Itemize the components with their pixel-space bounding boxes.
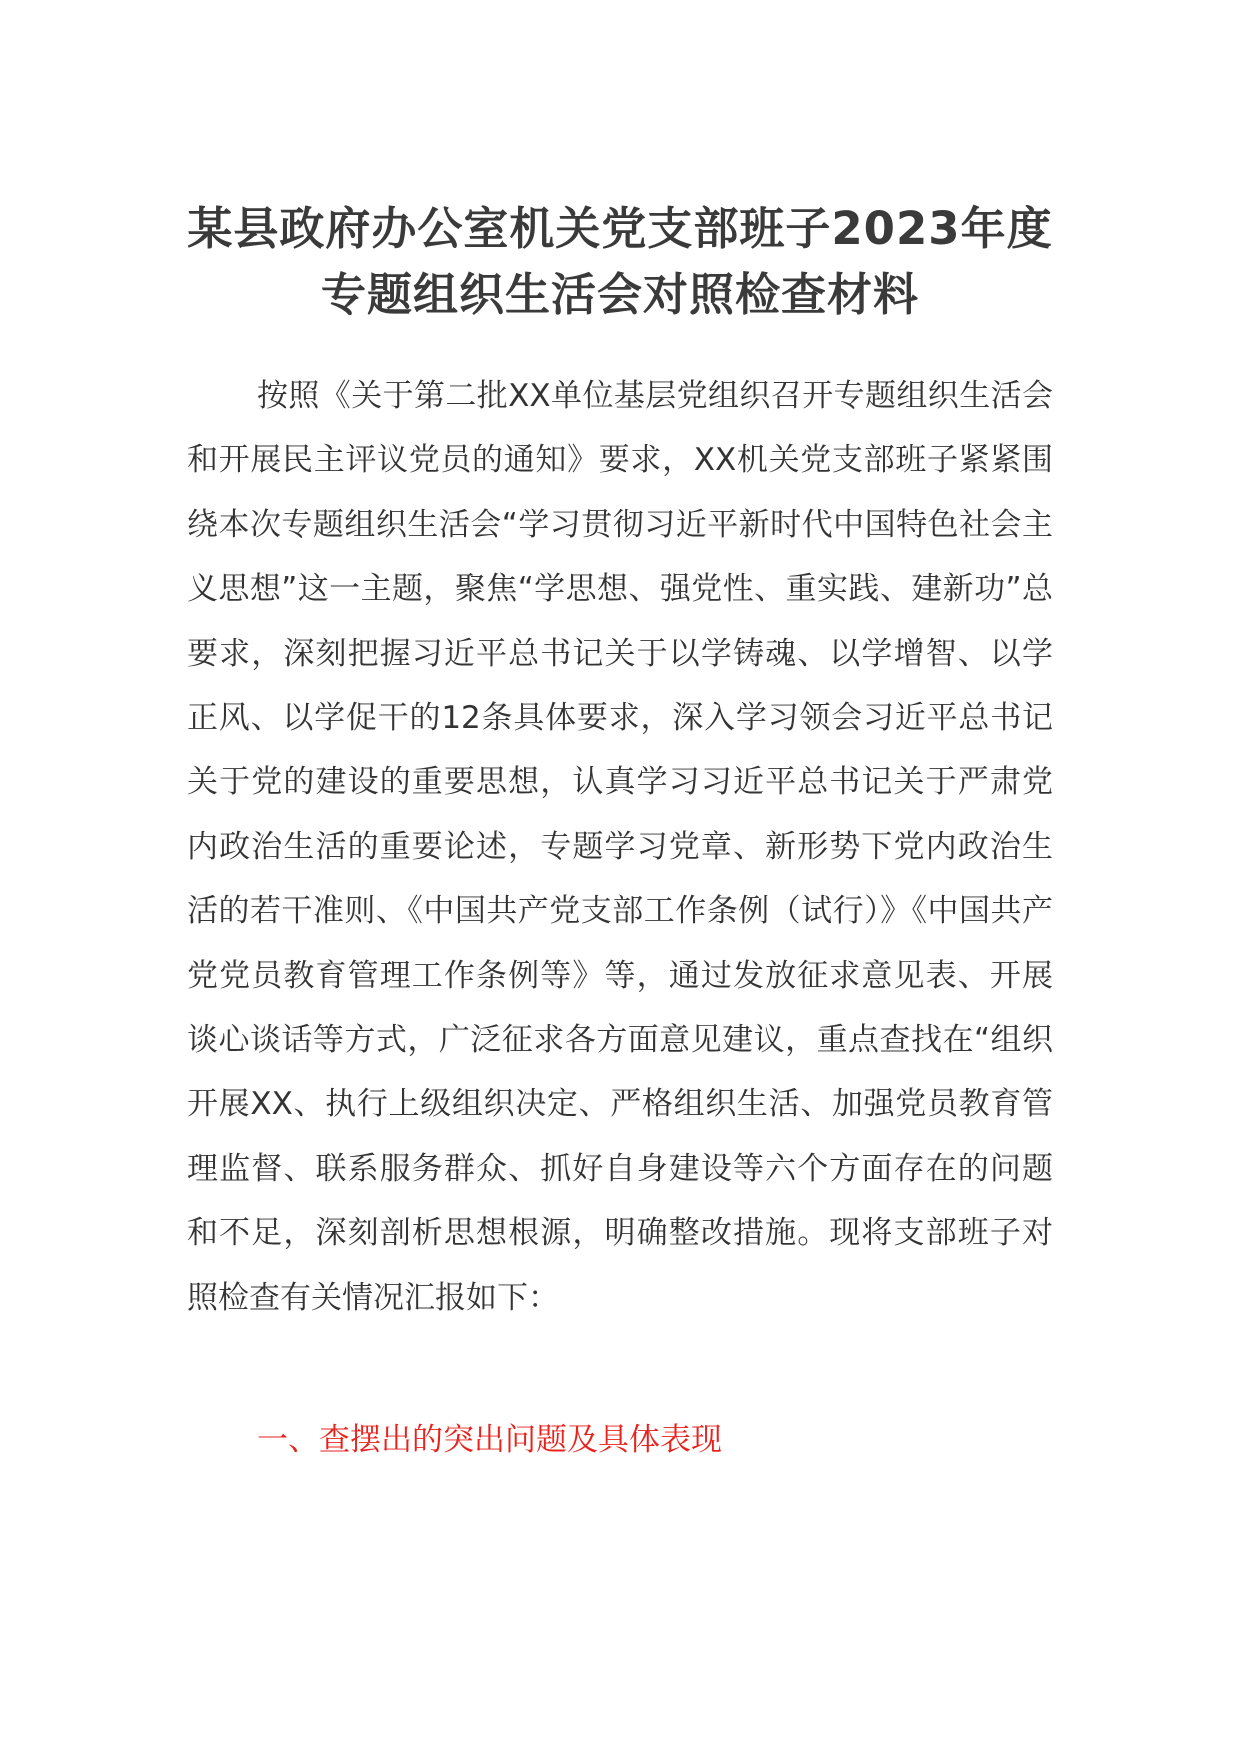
document-title — [160, 196, 1080, 328]
section-heading-1: 一、查摆出的突出问题及具体表现 — [257, 1422, 722, 1458]
title-line-1: 某县政府办公室机关党支部班子2023年度 — [187, 202, 1053, 255]
intro-paragraph: 按照《关于第二批XX单位基层党组织召开专题组织生活会和开展民主评议党员的通知》要求，XX机关党支部班子紧紧围绕本次专题组织生活会“学习贯彻习近平新时代中国特色社会主义思想”这一主题，聚焦“学思想、强党性、重实践、建新功”总要求，深刻把握习近平总书记关于以学铸魂、以学增智、以学正风、以学促干的12条具体要求，深入学习领会习近平总书记关于党的建设的重要思想，认真学习习近平总书记关于严肃党内政治生活的重要论述，专题学习党章、新形势下党内政治生活的若干准则、《中国共产党支部工作条例（试行）》《中国共产党党员教育管理工作条例等》等，通过发放征求意见表、开展谈心谈话等方式，广泛征求各方面意见建议，重点查找在“组织开展XX、执行上级组织决定、严格组织生活、加强党员教育管理监督、联系服务群众、抓好自身建设等六个方面存在的问题和不足，深刻剖析思想根源，明确整改措施。现将支部班子对照检查有关情况汇报如下： — [187, 378, 1053, 1316]
title-line-2: 专题组织生活会对照检查材料 — [320, 268, 919, 321]
